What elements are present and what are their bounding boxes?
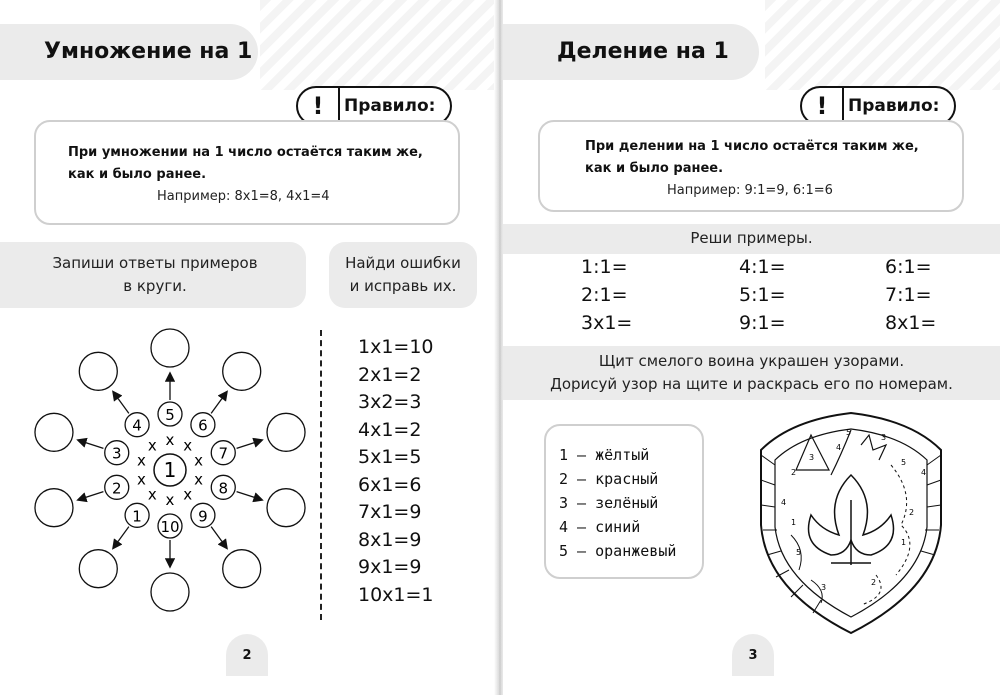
operator-x: x — [165, 491, 175, 509]
page-number: 3 — [732, 634, 774, 676]
number-label: 6 — [198, 416, 208, 435]
operator-x: x — [183, 436, 193, 455]
division-example: 1:1= — [581, 256, 628, 278]
shield-number: 4 — [921, 468, 927, 477]
legend-item: 1 – жёлтый — [559, 446, 650, 464]
division-example: 3x1= — [581, 312, 633, 334]
error-equation: 2x1=2 — [358, 363, 422, 386]
division-example: 9:1= — [739, 312, 786, 334]
shield-image — [751, 405, 951, 640]
error-equation: 10x1=1 — [358, 583, 434, 606]
legend-item: 3 – зелёный — [559, 494, 659, 512]
answer-circle — [79, 550, 117, 588]
rule-text: При делении на 1 число остаётся таким же, как и было ранее. — [585, 139, 919, 176]
dashed-divider — [320, 330, 322, 620]
operator-x: x — [194, 451, 203, 470]
number-label: 3 — [111, 444, 122, 463]
multiplication-wheel — [20, 320, 320, 630]
right-page — [503, 0, 1000, 695]
arrow — [237, 492, 262, 500]
shield-number: 3 — [821, 583, 827, 592]
page-title: Умножение на 1 — [44, 39, 253, 64]
shield-number: 2 — [909, 508, 915, 517]
arrow — [79, 440, 104, 448]
zigzag-pattern — [260, 0, 497, 90]
operator-x: x — [165, 431, 175, 449]
legend-item: 4 – синий — [559, 518, 641, 536]
rule-label: Правило: — [344, 96, 436, 116]
arrow — [237, 440, 262, 448]
division-example: 4:1= — [739, 256, 786, 278]
number-label: 1 — [132, 507, 142, 526]
shield-number: 2 — [791, 468, 797, 477]
answer-circle — [35, 489, 73, 527]
error-equation: 8x1=9 — [358, 528, 422, 551]
arrow — [211, 392, 226, 413]
rule-text: При умножении на 1 число остаётся таким же, как и было ранее. — [68, 145, 423, 182]
shield-number: 4 — [836, 443, 842, 452]
division-example: 6:1= — [885, 256, 932, 278]
answer-circle — [151, 329, 189, 367]
shield-number: 1 — [901, 538, 907, 547]
answer-circle — [223, 352, 261, 390]
error-equation: 3x2=3 — [358, 391, 422, 413]
number-label: 8 — [218, 479, 229, 498]
exclamation-icon: ! — [802, 88, 844, 124]
operator-x: x — [147, 485, 157, 504]
number-label: 2 — [111, 479, 122, 498]
rule-example: Например: 9:1=9, 6:1=6 — [667, 183, 833, 198]
rule-example: Например: 8x1=8, 4x1=4 — [157, 189, 330, 204]
shield-number: 3 — [809, 453, 815, 462]
shield-number: 5 — [846, 428, 852, 437]
error-equation: 9x1=9 — [358, 556, 422, 578]
answer-circle — [267, 413, 305, 451]
number-label: 9 — [198, 507, 208, 526]
error-equation: 6x1=6 — [358, 473, 422, 496]
task-2-text: Найди ошибки и исправь их. — [345, 254, 461, 295]
error-equation: 1x1=10 — [358, 336, 434, 358]
operator-x: x — [194, 470, 203, 489]
task-1-text: Запиши ответы примеров в круги. — [52, 254, 258, 295]
division-example: 7:1= — [885, 284, 932, 306]
number-label: 7 — [218, 444, 229, 463]
operator-x: x — [137, 470, 146, 489]
operator-x: x — [147, 436, 157, 455]
error-equation: 7x1=9 — [358, 501, 422, 523]
number-label: 4 — [132, 416, 142, 435]
number-label: 10 — [160, 518, 180, 536]
division-example: 5:1= — [739, 284, 786, 306]
number-label: 5 — [165, 406, 175, 424]
task-1-text: Реши примеры. — [690, 229, 813, 247]
answer-circle — [79, 352, 117, 390]
shield-number: 4 — [781, 498, 787, 507]
exclamation-icon: ! — [298, 88, 340, 124]
legend-item: 5 – оранжевый — [559, 542, 677, 560]
task-2-text: Щит смелого воина украшен узорами. Дорисуй узор на щите и раскрась его по номерам. — [550, 352, 953, 393]
arrow — [211, 527, 226, 548]
arrow — [79, 492, 104, 500]
operator-x: x — [183, 485, 193, 504]
center-number: 1 — [163, 458, 177, 482]
shield-number: 3 — [881, 433, 887, 442]
legend-item: 2 – красный — [559, 470, 659, 488]
page-title: Деление на 1 — [557, 39, 729, 64]
zigzag-pattern — [765, 0, 1000, 90]
shield-number: 5 — [901, 458, 907, 467]
arrow — [114, 527, 129, 548]
shield-number: 2 — [871, 578, 877, 587]
answer-circle — [35, 413, 73, 451]
division-example: 2:1= — [581, 284, 628, 306]
operator-x: x — [137, 451, 146, 470]
rule-label: Правило: — [848, 96, 940, 116]
shield-number: 5 — [796, 548, 802, 557]
answer-circle — [267, 489, 305, 527]
error-equation: 5x1=5 — [358, 446, 422, 468]
shield-number: 1 — [791, 518, 797, 527]
error-equation: 4x1=2 — [358, 418, 422, 441]
arrow — [114, 392, 129, 413]
page-number: 2 — [226, 634, 268, 676]
division-example: 8x1= — [885, 312, 937, 334]
answer-circle — [223, 550, 261, 588]
left-page — [0, 0, 497, 695]
answer-circle — [151, 573, 189, 611]
